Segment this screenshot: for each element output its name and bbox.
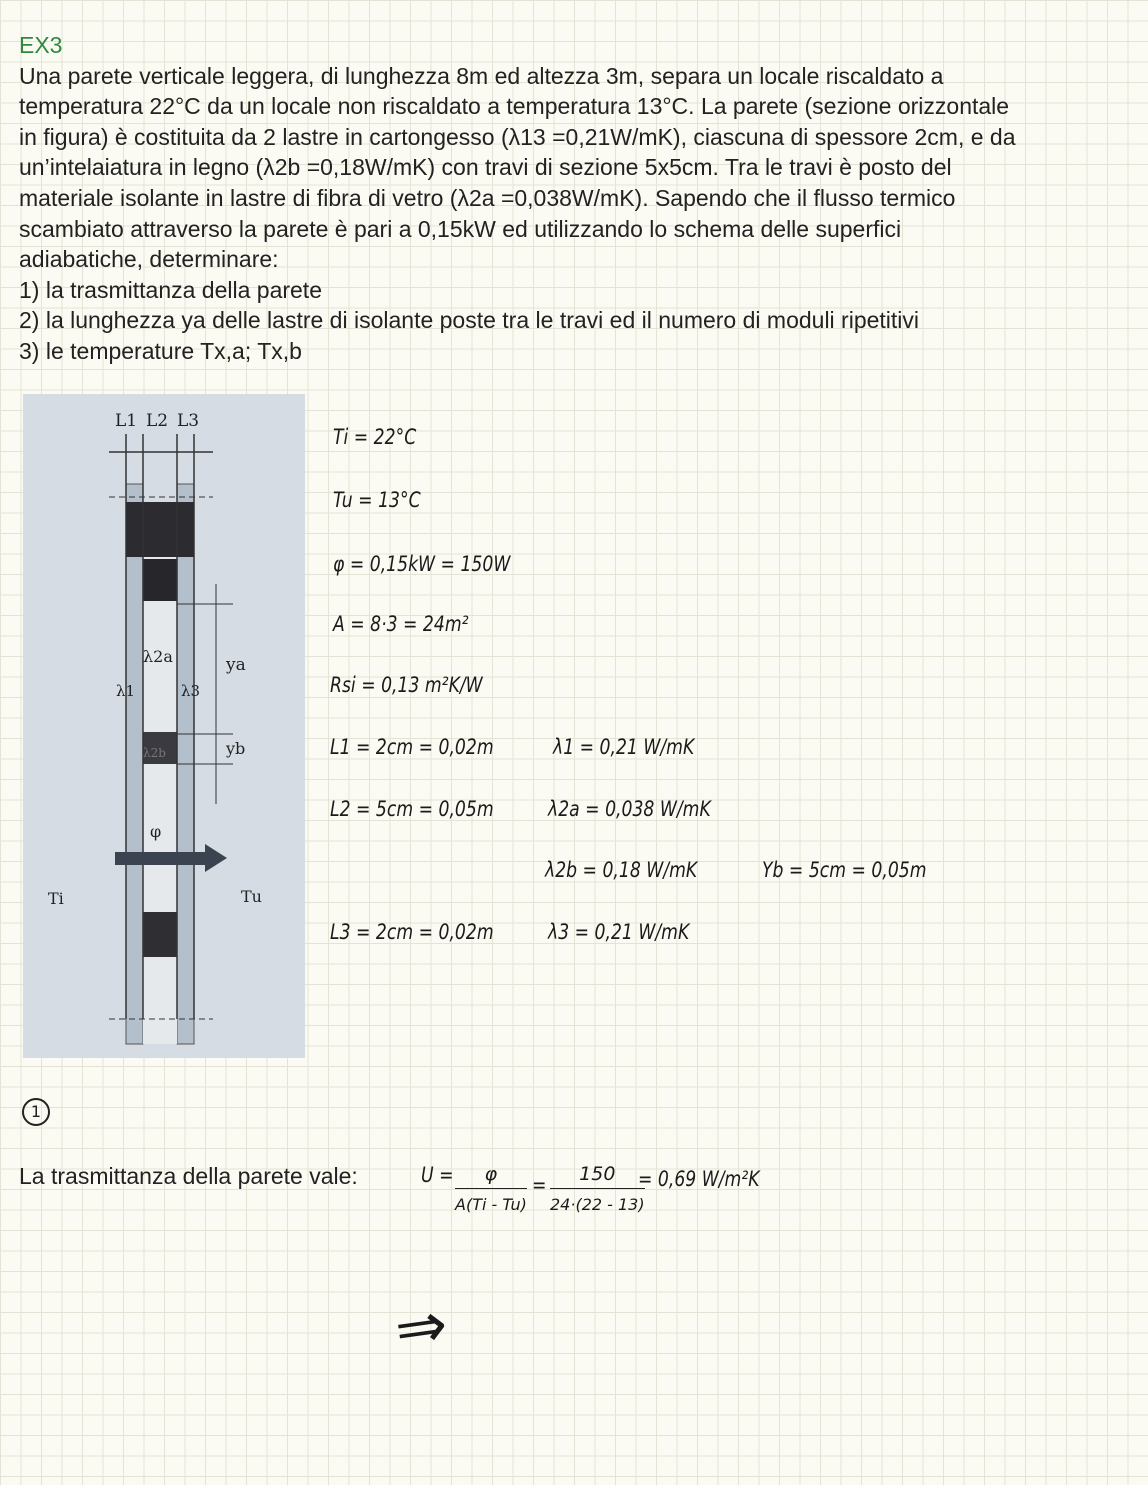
equals-sign: = [532, 1173, 547, 1197]
label-lambda3: λ3 [181, 682, 201, 700]
note-lambda2a: λ2a = 0,038 W/mK [548, 797, 711, 821]
fraction-numerator: φ [455, 1163, 527, 1189]
label-tu: Tu [241, 887, 262, 906]
note-ti: Ti = 22°C [333, 425, 417, 449]
label-l1: L1 [115, 411, 138, 431]
problem-line: temperatura 22°C da un locale non riscaldato a temperatura 13°C. La parete (sezione orizzontale [19, 93, 1010, 120]
label-ti: Ti [48, 889, 64, 908]
label-phi: φ [150, 822, 162, 841]
note-l3: L3 = 2cm = 0,02m [330, 920, 494, 944]
problem-line: un’intelaiatura in legno (λ2b =0,18W/mK) con travi di sezione 5x5cm. Tra le travi è posto del [19, 154, 952, 181]
step-number-badge: 1 [22, 1098, 50, 1126]
answer-label: La trasmittanza della parete vale: [19, 1163, 358, 1189]
wood-stud [143, 559, 177, 601]
problem-line: in figura) è costituita da 2 lastre in cartongesso (λ13 =0,21W/mK), ciascuna di spessore 2cm, e da [19, 123, 1016, 150]
label-ya: ya [226, 655, 246, 675]
problem-line: Una parete verticale leggera, di lunghezza 8m ed altezza 3m, separa un locale riscaldato a [19, 62, 944, 89]
label-yb: yb [226, 739, 246, 758]
note-phi: φ = 0,15kW = 150W [333, 552, 511, 576]
fraction-denominator: 24·(22 - 13) [550, 1195, 645, 1214]
fraction-numerator: 150 [550, 1163, 645, 1189]
question-item: 1) la trasmittanza della parete [19, 276, 322, 303]
note-tu: Tu = 13°C [333, 488, 421, 512]
note-rsi: Rsi = 0,13 m²K/W [330, 673, 483, 697]
question-list [19, 275, 1134, 367]
label-l3: L3 [177, 411, 200, 431]
wall-section-diagram [23, 394, 305, 1058]
question-item: 3) le temperature Tx,a; Tx,b [19, 337, 302, 364]
exercise-title: EX3 [19, 32, 63, 58]
label-lambda2a: λ2a [143, 647, 173, 666]
fraction-values [550, 1163, 645, 1214]
note-lambda1: λ1 = 0,21 W/mK [553, 735, 695, 759]
question-item: 2) la lunghezza ya delle lastre di isolante poste tra le travi ed il numero di moduli ripetitivi [19, 307, 920, 334]
note-l1: L1 = 2cm = 0,02m [330, 735, 494, 759]
u-symbol: U = [421, 1163, 454, 1187]
wood-stud [126, 502, 194, 557]
wood-stud [143, 912, 177, 957]
note-lambda2b: λ2b = 0,18 W/mK [545, 858, 698, 882]
label-lambda1: λ1 [116, 682, 136, 700]
problem-line: materiale isolante in lastre di fibra di vetro (λ2a =0,038W/mK). Sapendo che il flusso termico [19, 184, 956, 211]
note-l2: L2 = 5cm = 0,05m [330, 797, 494, 821]
note-area: A = 8·3 = 24m² [333, 612, 469, 636]
label-l2: L2 [146, 411, 169, 431]
implies-arrow-icon: ⇒ [390, 1286, 452, 1367]
wall-section-figure [23, 394, 305, 1058]
note-lambda3: λ3 = 0,21 W/mK [548, 920, 690, 944]
fraction-definition [455, 1163, 527, 1214]
problem-line: adiabatiche, determinare: [19, 246, 279, 273]
label-lambda2b: λ2b [143, 746, 166, 760]
note-yb: Yb = 5cm = 0,05m [762, 858, 927, 882]
transmittance-result: = 0,69 W/m²K [638, 1167, 760, 1191]
problem-statement [19, 30, 1134, 367]
problem-line: scambiato attraverso la parete è pari a 0,15kW ed utilizzando lo schema delle superfici [19, 215, 902, 242]
fraction-denominator: A(Ti - Tu) [455, 1195, 527, 1214]
